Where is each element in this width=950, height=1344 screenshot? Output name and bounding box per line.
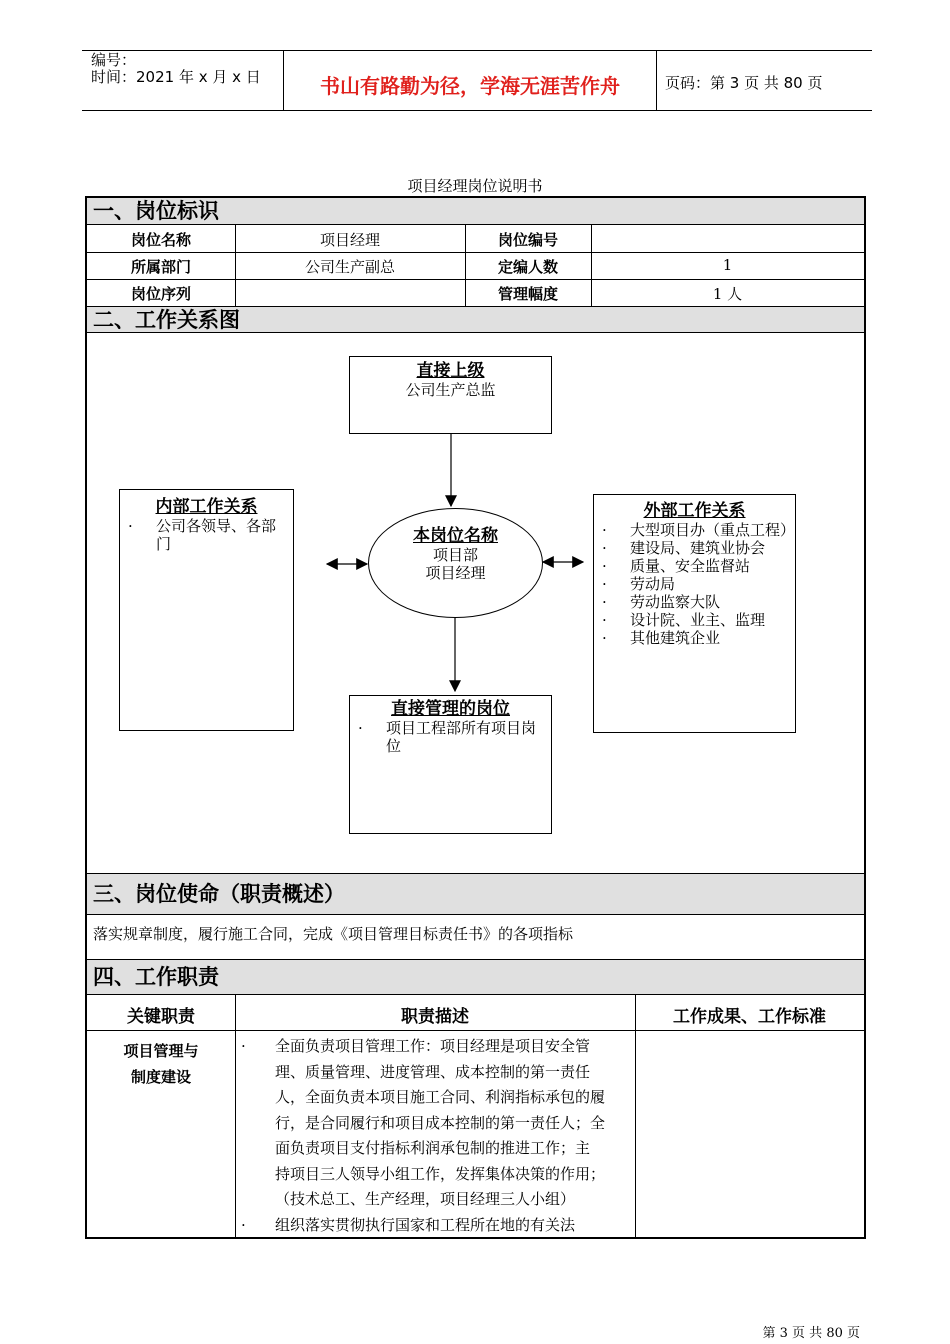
duty-item [237, 1213, 633, 1239]
document-title: 项目经理岗位说明书 [407, 177, 543, 195]
list-item [594, 539, 789, 557]
field-value: 项目经理 [319, 231, 380, 249]
list-item [594, 629, 789, 647]
bullet-dot: · [128, 517, 133, 535]
header-bottom-rule [82, 110, 872, 111]
header-page-number: 页码：第 3 页 共 80 页 [665, 74, 823, 92]
section-heading: 二、工作关系图 [87, 307, 864, 333]
table-rule [235, 995, 236, 1239]
key-duty-line: 制度建设 [130, 1068, 191, 1086]
mission-text: 落实规章制度，履行施工合同，完成《项目管理目标责任书》的各项指标 [93, 925, 574, 943]
bullet-dot: · [602, 539, 607, 557]
column-header: 职责描述 [401, 1007, 469, 1027]
subordinate-title: 直接管理的岗位 [391, 699, 510, 719]
list-item-text: 设计院、业主、监理 [630, 611, 766, 629]
list-item-text: 大型项目办（重点工程） [630, 521, 796, 539]
external-relations-box [593, 494, 796, 733]
current-position-name: 项目经理 [425, 564, 486, 582]
page-footer: 第 3 页 共 80 页 [762, 1326, 860, 1341]
subordinate-list [350, 719, 551, 755]
duty-line: 全面负责项目管理工作：项目经理是项目安全管 [275, 1037, 591, 1055]
bullet-dot: · [358, 719, 363, 737]
job-description-form [85, 196, 866, 1239]
list-item [594, 593, 789, 611]
internal-relations-box [119, 489, 294, 731]
duty-line: 理、质量管理、进度管理、成本控制的第一责任 [275, 1062, 591, 1081]
duty-line: 组织落实贯彻执行国家和工程所在地的有关法 [275, 1215, 576, 1234]
superior-name: 公司生产总监 [405, 381, 496, 399]
field-label: 定编人数 [497, 258, 558, 276]
field-value: 公司生产副总 [304, 258, 395, 276]
field-label: 岗位序列 [130, 285, 191, 303]
key-duty-line: 项目管理与 [123, 1042, 199, 1060]
current-position-dept: 项目部 [432, 546, 478, 564]
column-header: 关键职责 [127, 1007, 195, 1027]
bullet-dot: · [602, 557, 607, 575]
internal-relations-list [120, 517, 293, 553]
bullet-dot: · [602, 611, 607, 629]
list-item [594, 611, 789, 629]
duty-line: 面负责项目支付指标利润承包制的推进工作；主 [275, 1139, 591, 1157]
field-label: 所属部门 [130, 258, 191, 276]
subordinate-box [349, 695, 552, 834]
list-item [594, 521, 796, 539]
key-duty-name [87, 1038, 235, 1090]
field-value: 1 [722, 256, 733, 274]
list-item-text: 劳动监察大队 [630, 593, 721, 611]
current-position-title: 本岗位名称 [413, 526, 498, 546]
duty-description [237, 1034, 633, 1238]
list-item-text: 项目工程部所有项目岗位 [386, 719, 537, 755]
list-item [594, 575, 789, 593]
doc-time-label: 时间：2021 年 x 月 x 日 [91, 68, 261, 86]
table-rule [635, 995, 636, 1239]
bullet-dot: · [602, 593, 607, 611]
duty-line: 行，是合同履行和项目成本控制的第一责任人；全 [275, 1113, 606, 1132]
section-heading: 一、岗位标识 [87, 198, 864, 225]
header-top-rule [82, 50, 872, 51]
duty-item [237, 1034, 633, 1213]
superior-title: 直接上级 [416, 361, 485, 381]
duty-line: 人，全面负责本项目施工合同、利润指标承包的履 [275, 1088, 606, 1106]
superior-box [349, 356, 552, 434]
list-item-text: 劳动局 [630, 575, 676, 593]
list-item [120, 517, 287, 553]
header-meta [91, 52, 261, 86]
list-item-text: 质量、安全监督站 [630, 557, 751, 575]
list-item-text: 公司各领导、各部门 [156, 517, 277, 553]
internal-relations-title: 内部工作关系 [155, 497, 258, 517]
list-item [350, 719, 545, 755]
external-relations-list [594, 521, 795, 647]
field-label: 岗位编号 [497, 231, 558, 249]
field-label: 管理幅度 [497, 285, 558, 303]
bullet-dot: · [241, 1215, 246, 1234]
duty-line: 持项目三人领导小组工作，发挥集体决策的作用； [275, 1164, 606, 1183]
external-relations-title: 外部工作关系 [643, 501, 746, 521]
list-item-text: 建设局、建筑业协会 [630, 539, 766, 557]
current-position-ellipse [368, 508, 543, 618]
bullet-dot: · [602, 575, 607, 593]
field-value: 1 人 [712, 285, 743, 303]
field-label: 岗位名称 [130, 231, 191, 249]
list-item-text: 其他建筑企业 [630, 629, 721, 647]
bullet-dot: · [241, 1037, 246, 1055]
bullet-dot: · [602, 629, 607, 647]
table-rule [87, 1030, 864, 1031]
list-item [594, 557, 789, 575]
doc-code-label: 编号： [91, 51, 137, 69]
section-heading: 三、岗位使命（职责概述） [87, 874, 864, 915]
header-motto: 书山有路勤为径，学海无涯苦作舟 [320, 74, 620, 98]
header-divider [656, 50, 657, 110]
column-header: 工作成果、工作标准 [673, 1007, 826, 1027]
bullet-dot: · [602, 521, 607, 539]
section-heading: 四、工作职责 [87, 960, 864, 995]
duty-line: （技术总工、生产经理，项目经理三人小组） [275, 1190, 576, 1208]
